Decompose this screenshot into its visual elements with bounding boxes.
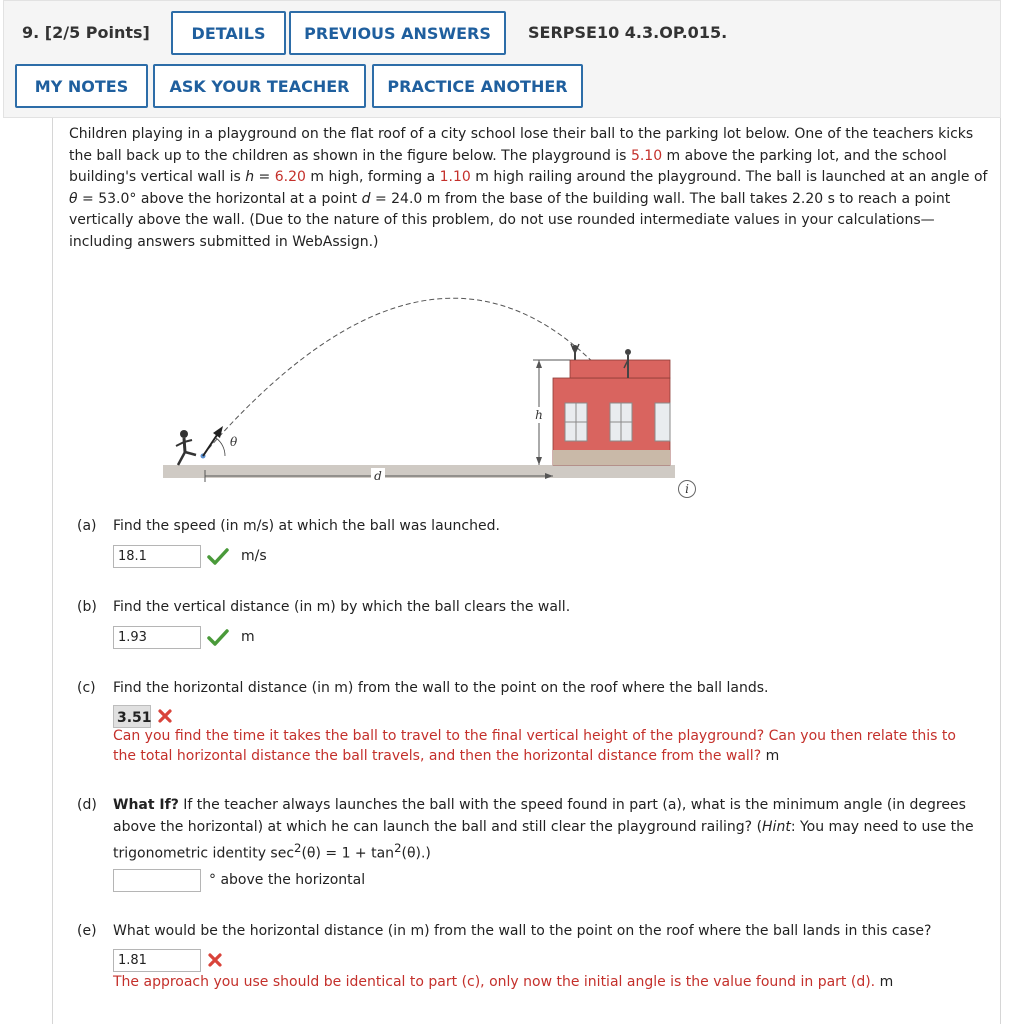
part-c-feedback: Can you find the time it takes the ball to travel to the final vertical height of the playground? Can you then relate this to the total horizontal distance the ball travels, and then the horizontal distance from the wall? m	[113, 728, 956, 764]
part-e	[77, 921, 987, 1001]
ask-your-teacher-button[interactable]: ASK YOUR TEACHER	[153, 64, 366, 108]
part-d-unit: ° above the horizontal	[209, 872, 366, 888]
d-label: d	[374, 469, 382, 483]
assignment-id: SERPSE10 4.3.OP.015.	[528, 23, 728, 42]
launch-arrow	[203, 426, 225, 456]
h-label: h	[535, 408, 543, 422]
part-a-unit: m/s	[241, 548, 267, 564]
railing-height-value: 1.10	[439, 169, 471, 185]
part-b	[77, 597, 987, 657]
part-b-label: (b)	[77, 599, 97, 615]
check-icon	[207, 547, 229, 565]
part-c-label: (c)	[77, 680, 96, 696]
x-icon	[157, 708, 173, 724]
wall-height-value: 6.20	[274, 169, 306, 185]
part-d-label: (d)	[77, 797, 97, 813]
part-c-question: Find the horizontal distance (in m) from the wall to the point on the roof where the ball lands.	[113, 680, 769, 696]
building-base	[553, 450, 670, 465]
details-button[interactable]: DETAILS	[171, 11, 286, 55]
info-icon[interactable]: i	[678, 480, 696, 498]
part-d-answer-input[interactable]	[113, 869, 201, 892]
part-e-feedback: The approach you use should be identical to part (c), only now the initial angle is the value found in part (d). m	[113, 974, 894, 990]
playground-figure	[155, 270, 685, 495]
teacher-figure	[176, 430, 206, 465]
previous-answers-button[interactable]: PREVIOUS ANSWERS	[289, 11, 506, 55]
x-icon	[207, 952, 223, 968]
part-a	[77, 516, 987, 576]
question-number: 9. [2/5 Points]	[22, 23, 150, 42]
part-d	[77, 795, 987, 895]
part-d-question: What If? If the teacher always launches the ball with the speed found in part (a), what is the minimum angle (in degrees above the horizontal) at which he can launch the ball and still clear the playground railing? (Hint: You may need to use the trigonometric identity $\sec^2(\theta) = 1 + \tan^2(\theta)$.)	[113, 797, 974, 862]
part-b-unit: m	[241, 629, 255, 645]
part-b-answer-input[interactable]	[113, 626, 201, 649]
theta-label: θ	[230, 435, 238, 449]
part-c	[77, 678, 987, 773]
my-notes-button[interactable]: MY NOTES	[15, 64, 148, 108]
check-icon	[207, 628, 229, 646]
ball-trajectory	[203, 298, 610, 455]
practice-another-button[interactable]: PRACTICE ANOTHER	[372, 64, 583, 108]
part-a-answer-input[interactable]	[113, 545, 201, 568]
part-c-unit: m	[765, 748, 780, 764]
railing	[570, 360, 670, 378]
problem-statement: Children playing in a playground on the flat roof of a city school lose their ball to the parking lot below. One of the teachers kicks the ball back up to the children as shown in the figure below. The playground is 5.10 m above the parking lot, and the school building's vertical wall is h = 6.20 m high, forming a 1.10 m high railing around the playground. The ball is launched at an angle of θ = 53.0° above the horizontal at a point d = 24.0 m from the base of the building wall. The ball takes 2.20 s to reach a point vertically above the wall. (Due to the nature of this problem, do not use rounded intermediate values in your calculations—including answers submitted in WebAssign.)	[69, 126, 988, 250]
playground-height-value: 5.10	[630, 147, 663, 164]
part-e-unit: m	[879, 974, 894, 990]
part-e-question: What would be the horizontal distance (in m) from the wall to the point on the roof where the ball lands in this case?	[113, 923, 932, 939]
part-b-question: Find the vertical distance (in m) by which the ball clears the wall.	[113, 599, 571, 615]
part-a-label: (a)	[77, 518, 97, 534]
part-e-answer-input[interactable]	[113, 949, 201, 972]
part-a-question: Find the speed (in m/s) at which the ball was launched.	[113, 518, 500, 534]
part-e-label: (e)	[77, 923, 97, 939]
question-header	[3, 0, 1001, 118]
part-c-answer[interactable]: 3.51	[113, 705, 151, 728]
